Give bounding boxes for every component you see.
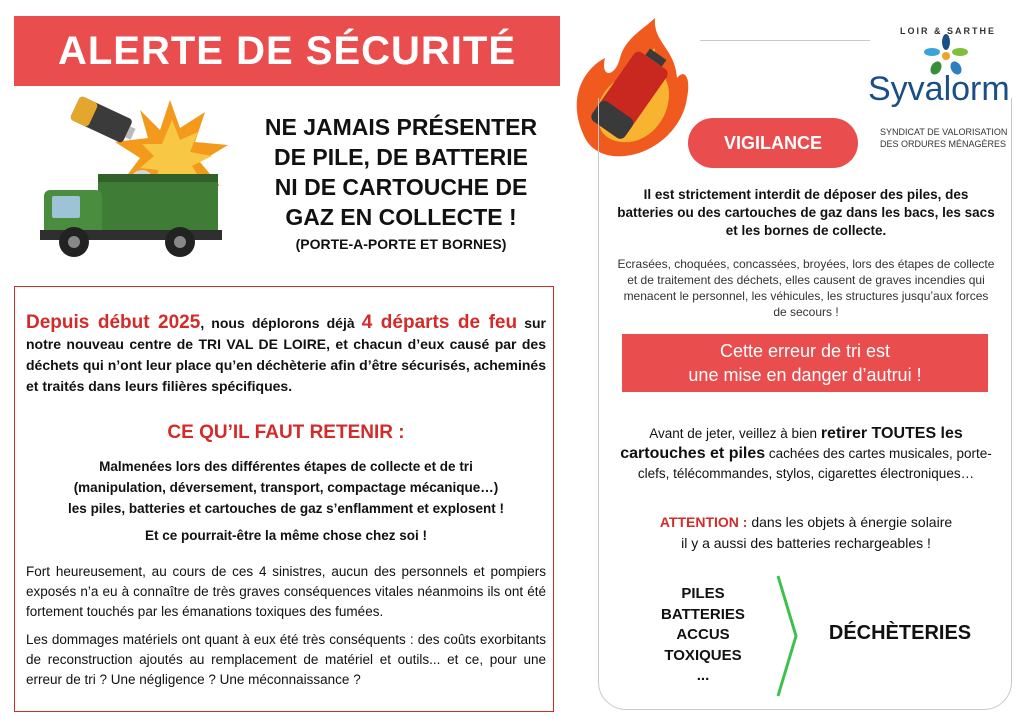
arrow-right-icon [776, 574, 800, 698]
logo-subtitle-line: SYNDICAT DE VALORISATION [880, 127, 1008, 137]
key-points-title: CE QU’IL FAUT RETENIR : [167, 422, 405, 443]
key-point-line: Malmenées lors des différentes étapes de collecte et de tri [99, 459, 473, 474]
logo-subtitle-line: DES ORDURES MÉNAGÈRES [880, 139, 1007, 149]
key-points-text [40, 456, 532, 519]
intro-highlight-date: Depuis début 2025 [26, 312, 201, 333]
advice-text: Avant de jeter, veillez à bien [649, 426, 821, 441]
advice-strong: retirer TOUTES les cartouches et piles [620, 425, 963, 462]
list-item: PILES [681, 585, 725, 602]
headline-line: NE JAMAIS PRÉSENTER [264, 114, 538, 140]
sorting-error-banner [622, 334, 988, 392]
destination-label: DÉCHÈTERIES [828, 622, 972, 644]
consequences-paragraph: Fort heureusement, au cours de ces 4 sinistres, aucun des personnels et pompiers exposés n’a eu à connaître de très graves conséquences vitales néanmoins ils ont été fortement touchés par les émanations toxiques des fumées. [26, 564, 546, 619]
intro-text: , nous déplorons déjà [200, 315, 362, 331]
remove-batteries-advice [616, 424, 996, 484]
intro-highlight-fires: 4 départs de feu [361, 312, 518, 333]
headline-line: NI DE CARTOUCHE DE [274, 174, 528, 200]
attention-text: dans les objets à énergie solaire [747, 514, 953, 530]
damages-paragraph: Les dommages matériels ont quant à eux été très conséquents : des coûts exorbitants de reconstruction ajoutés au remplacement de matériel et outils... et ce, pour une erreur de tri ? Une négligence ? Une méconnaissance ? [26, 632, 546, 687]
divider-line [700, 40, 870, 41]
list-item: ACCUS [676, 626, 730, 643]
attention-text-2: il y a aussi des batteries rechargeables ! [681, 535, 931, 551]
vigilance-badge: VIGILANCE [688, 118, 858, 168]
headline-subtitle: (PORTE-A-PORTE ET BORNES) [295, 236, 507, 252]
logo-region-label: LOIR & SARTHE [900, 26, 997, 36]
prohibition-text: Il est strictement interdit de déposer des piles, des batteries ou des cartouches de gaz dans les bacs, les sacs et les bornes de collecte. [617, 187, 995, 238]
advice-text-rest: cachées des cartes musicales, porte-clefs, télécommandes, stylos, cigarettes électroniques… [637, 446, 992, 481]
solar-objects-warning [616, 512, 996, 554]
sorting-error-line: une mise en danger d’autrui ! [688, 365, 922, 385]
intro-paragraph [26, 312, 546, 397]
list-item: ... [696, 667, 710, 684]
danger-explanation-text: Ecrasées, choquées, concassées, broyées, lors des étapes de collecte et de traitement des déchets, elles causent de graves incendies qui menacent le personnel, les véhicules, les structures jusqu’aux forces de secours ! [617, 257, 995, 319]
garbage-truck-explosion-illustration [30, 90, 235, 270]
attention-label: ATTENTION : [659, 514, 748, 530]
intro-text-rest: sur notre nouveau centre de TRI VAL DE LOIRE, et chacun d’eux causé par des déchets qui n’ont leur place qu’en déchèterie afin d’être sécurisés, acheminés et traités dans leurs filières spécifiques. [26, 315, 546, 394]
alert-banner: ALERTE DE SÉCURITÉ [14, 16, 560, 86]
list-item: TOXIQUES [664, 646, 742, 664]
logo-name: Syvalorm [868, 70, 1010, 108]
key-point-line: les piles, batteries et cartouches de gaz s’enflamment et explosent ! [68, 501, 504, 516]
key-point-extra: Et ce pourrait-être la même chose chez soi ! [144, 528, 428, 543]
headline-line: DE PILE, DE BATTERIE [274, 144, 528, 170]
hazardous-items-list [640, 584, 766, 687]
main-warning-headline [240, 112, 562, 232]
headline-line: GAZ EN COLLECTE ! [285, 204, 517, 230]
list-item: BATTERIES [661, 605, 745, 623]
key-point-line: (manipulation, déversement, transport, compactage mécanique…) [73, 480, 499, 495]
sorting-error-line: Cette erreur de tri est [719, 341, 891, 361]
